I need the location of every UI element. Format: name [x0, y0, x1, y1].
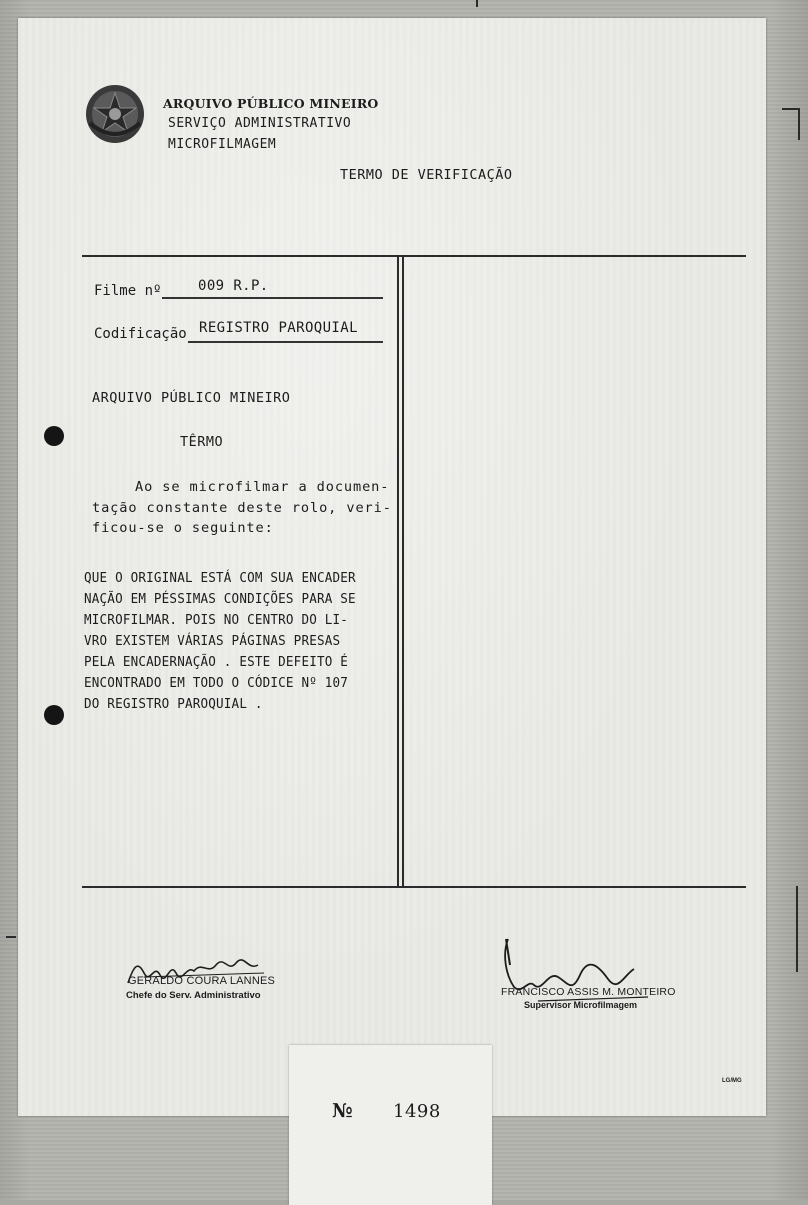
right-signatory-role: Supervisor Microfilmagem — [524, 1000, 638, 1010]
film-number-value: 009 R.P. — [198, 278, 269, 294]
film-number-label: Filme nº — [94, 283, 162, 299]
footer-code: LG/MG — [722, 1078, 742, 1084]
punch-hole-top — [44, 426, 64, 446]
punch-hole-bottom — [44, 705, 64, 725]
film-number-underline — [162, 297, 383, 299]
verification-note — [84, 568, 356, 715]
frame-divider-right — [402, 255, 404, 888]
note-line-2: NAÇÃO EM PÉSSIMAS CONDIÇÕES PARA SE — [84, 592, 356, 607]
term-archive-name: ARQUIVO PÚBLICO MINEIRO — [92, 390, 291, 406]
note-line-6: ENCONTRADO EM TODO O CÓDICE Nº 107 — [84, 676, 349, 691]
document-title: TERMO DE VERIFICAÇÃO — [340, 167, 513, 183]
service-name: SERVIÇO ADMINISTRATIVO — [168, 116, 352, 131]
term-intro-line-3: ficou-se o seguinte: — [92, 520, 274, 536]
left-signatory-role: Chefe do Serv. Administrativo — [126, 990, 261, 1001]
left-signatory-name: GERALDO COURA LANNES — [128, 975, 276, 987]
term-intro-line-1: Ao se microfilmar a documen- — [135, 479, 390, 495]
section-name: MICROFILMAGEM — [168, 137, 277, 152]
frame-top-line — [82, 255, 746, 257]
note-line-1: QUE O ORIGINAL ESTÁ COM SUA ENCADER — [84, 571, 356, 586]
codification-label: Codificação — [94, 326, 187, 342]
frame-divider-left — [397, 255, 399, 888]
frame-bottom-line — [82, 886, 746, 888]
note-line-5: PELA ENCADERNAÇÃO . ESTE DEFEITO É — [84, 655, 349, 670]
codification-value: REGISTRO PAROQUIAL — [199, 320, 358, 336]
term-intro — [92, 477, 392, 539]
note-line-4: VRO EXISTEM VÁRIAS PÁGINAS PRESAS — [84, 634, 341, 649]
number-sign: № — [332, 1100, 353, 1122]
crop-mark-right-bottom — [796, 886, 798, 972]
crop-mark-top — [476, 0, 478, 7]
organization-name: ARQUIVO PÚBLICO MINEIRO — [163, 96, 379, 111]
crop-mark-left — [6, 936, 16, 938]
note-line-3: MICROFILMAR. POIS NO CENTRO DO LI- — [84, 613, 349, 628]
archive-number: 1498 — [393, 1101, 441, 1122]
note-line-7: DO REGISTRO PAROQUIAL . — [84, 697, 263, 712]
crop-mark-right-top-v — [798, 108, 800, 140]
term-intro-line-2: tação constante deste rolo, veri- — [92, 499, 392, 516]
archive-number-ticket — [289, 1045, 492, 1205]
right-signatory-name: FRANCISCO ASSIS M. MONTEIRO — [501, 986, 676, 998]
term-heading: TÊRMO — [180, 434, 224, 450]
codification-underline — [188, 341, 383, 343]
coat-of-arms-seal-icon — [84, 83, 146, 145]
